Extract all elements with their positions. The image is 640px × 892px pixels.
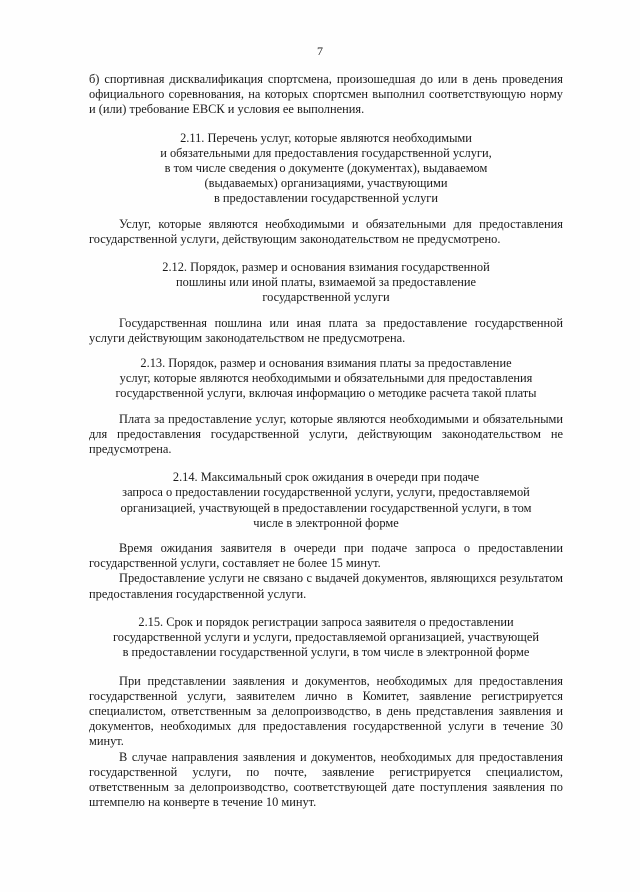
paragraph-disqualification: б) спортивная дисквалификация спортсмена, произошедшая до или в день проведения официального соревнования, на которых спортсмен выполнил соответствующую норму и (или) требование ЕВСК и условия ее выполнения. (89, 72, 563, 117)
heading-line: 2.15. Срок и порядок регистрации запроса заявителя о предоставлении (138, 614, 514, 629)
paragraph-2-13: Плата за предоставление услуг, которые являются необходимыми и обязательными для предоставления государственной услуги, действующим законодательством не предусмотрена. (89, 411, 563, 457)
heading-line: числе в электронной форме (253, 515, 399, 530)
section-heading-2-11 (89, 131, 563, 207)
heading-line: в предоставлении государственной услуги (213, 191, 439, 206)
heading-line: запроса о предоставлении государственной услуги, услуги, предоставляемой (122, 485, 530, 500)
paragraph-2-15-by-mail: В случае направления заявления и документов, необходимых для предоставления государственной услуги, по почте, заявление регистрируется специалистом, ответственным за делопроизводство, соответствующей дате поступления заявления по штемпелю на конверте в течение 10 минут. (89, 749, 563, 810)
heading-line: пошлины или иной платы, взимаемой за предоставление (176, 275, 476, 290)
paragraph-2-12: Государственная пошлина или иная плата за предоставление государственной услуги действующим законодательством не предусмотрена. (89, 315, 563, 345)
heading-line: и обязательными для предоставления государственной услуги, (160, 145, 492, 160)
paragraph-2-11: Услуг, которые являются необходимыми и обязательными для предоставления государственной услуги, действующим законодательством не предусмотрено. (89, 216, 563, 246)
section-heading-2-14 (89, 470, 563, 531)
heading-line: услуг, которые являются необходимыми и обязательными для предоставления (119, 371, 533, 386)
heading-line: в том числе сведения о документе (документах), выдаваемом (164, 161, 488, 176)
section-heading-2-13 (89, 356, 563, 402)
heading-line: государственной услуги (262, 290, 390, 305)
heading-line: 2.13. Порядок, размер и основания взимания платы за предоставление (140, 356, 512, 371)
section-heading-2-15 (89, 615, 563, 661)
document-body (89, 72, 563, 810)
heading-line: 2.11. Перечень услуг, которые являются необходимыми (180, 130, 472, 145)
heading-line: 2.12. Порядок, размер и основания взимания государственной (162, 260, 490, 275)
heading-line: в предоставлении государственной услуги, в том числе в электронной форме (122, 645, 530, 660)
page-number: 7 (317, 44, 323, 58)
paragraph-2-14-documents: Предоставление услуги не связано с выдачей документов, являющихся результатом предоставления государственной услуги. (89, 571, 563, 601)
heading-line: государственной услуги, включая информацию о методике расчета такой платы (115, 386, 537, 401)
heading-line: (выдаваемых) организациями, участвующими (204, 176, 448, 191)
heading-line: 2.14. Максимальный срок ожидания в очереди при подаче (172, 470, 480, 485)
section-heading-2-12 (89, 260, 563, 306)
heading-line: организацией, участвующей в предоставлении государственной услуги, в том (120, 500, 532, 515)
paragraph-2-15-in-person: При представлении заявления и документов, необходимых для предоставления государственной услуги, заявителем лично в Комитет, заявление регистрируется специалистом, ответственным за делопроизводство, в день представления заявления и документов, необходимых для предоставления государственной услуги в течение 30 минут. (89, 673, 563, 749)
paragraph-2-14-waiting: Время ожидания заявителя в очереди при подаче запроса о предоставлении государственной услуги, составляет не более 15 минут. (89, 541, 563, 571)
heading-line: государственной услуги и услуги, предоставляемой организацией, участвующей (113, 630, 539, 645)
